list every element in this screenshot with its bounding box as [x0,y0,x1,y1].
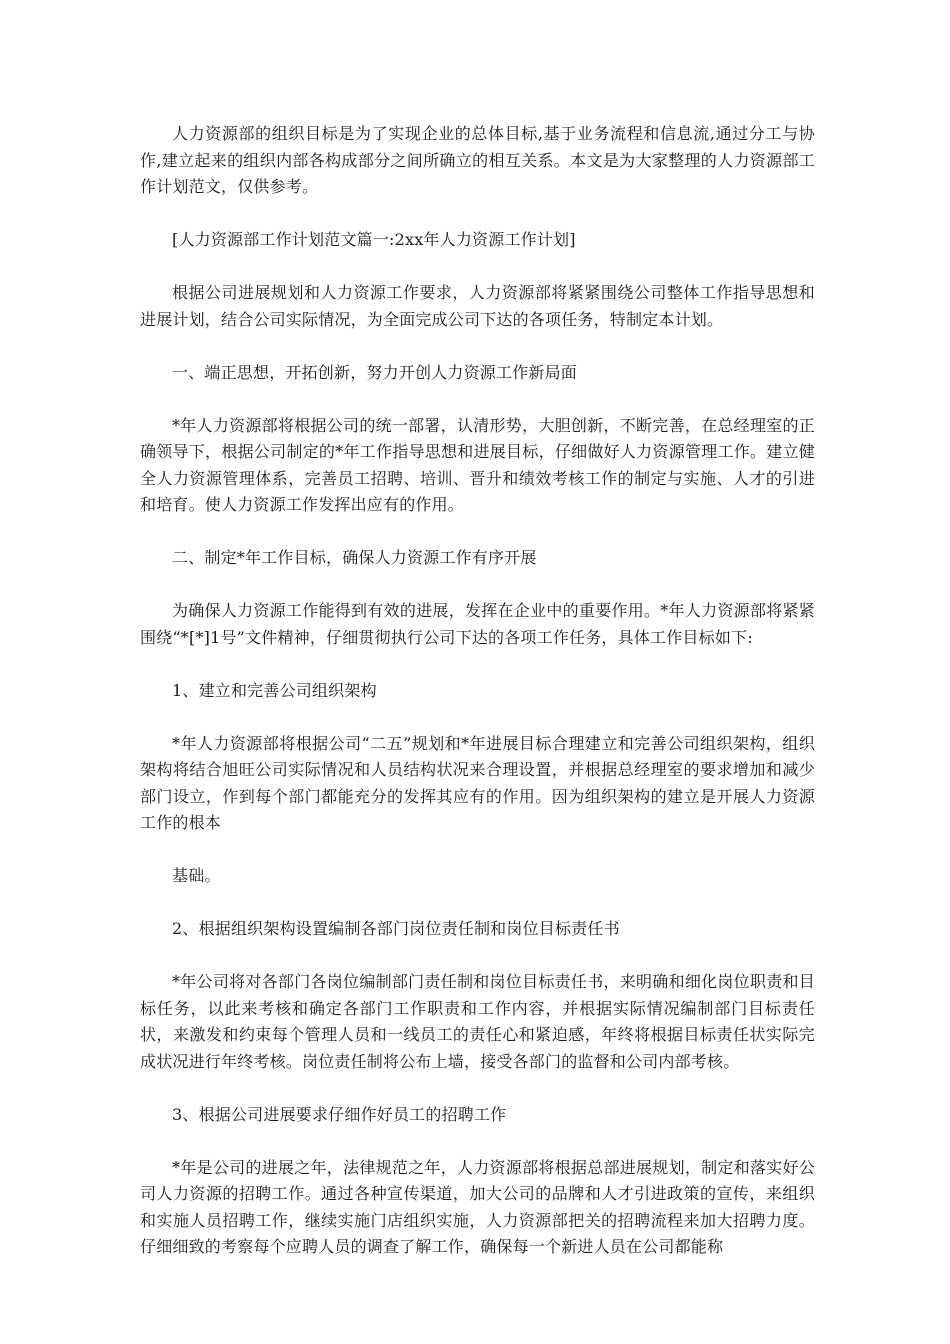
body-paragraph: *年人力资源部将根据公司“二五”规划和*年进展目标合理建立和完善公司组织架构，组织架构将结合旭旺公司实际情况和人员结构状况来合理设置，并根据总经理室的要求增加和减少部门设立，作到每个部门都能充分的发挥其应有的作用。因为组织架构的建立是开展人力资源工作的根本 [140,733,815,832]
intro-paragraph: 人力资源部的组织目标是为了实现企业的总体目标,基于业务流程和信息流,通过分工与协作,建立起来的组织内部各构成部分之间所确立的相互关系。本文是为大家整理的人力资源部工作计划范文，仅供参考。 [140,124,815,196]
body-paragraph: 基础。 [172,866,221,885]
document-body [140,121,815,1287]
subsection-heading: 3、根据公司进展要求仔细作好员工的招聘工作 [172,1104,507,1124]
article-title: [人力资源部工作计划范文篇一:2xx年人力资源工作计划] [172,230,576,249]
body-paragraph: 根据公司进展规划和人力资源工作要求，人力资源部将紧紧围绕公司整体工作指导思想和进展计划，结合公司实际情况，为全面完成公司下达的各项任务，特制定本计划。 [140,283,815,329]
section-heading: 一、端正思想，开拓创新，努力开创人力资源工作新局面 [172,362,578,382]
body-paragraph: *年公司将对各部门各岗位编制部门责任制和岗位目标责任书，来明确和细化岗位职责和目标任务，以此来考核和确定各部门工作职责和工作内容，并根据实际情况编制部门目标责任状，来激发和约束每个管理人员和一线员工的责任心和紧迫感，年终将根据目标责任状实际完成状况进行年终考核。岗位责任制将公布上墙，接受各部门的监督和公司内部考核。 [140,972,815,1071]
body-paragraph: *年是公司的进展之年，法律规范之年，人力资源部将根据总部进展规划，制定和落实好公司人力资源的招聘工作。通过各种宣传渠道，加大公司的品牌和人才引进政策的宣传，来组织和实施人员招聘工作，继续实施门店组织实施，人力资源部把关的招聘流程来加大招聘力度。仔细细致的考察每个应聘人员的调查了解工作，确保每一个新进人员在公司都能称 [140,1157,815,1256]
subsection-heading: 2、根据组织架构设置编制各部门岗位责任制和岗位目标责任书 [172,919,620,938]
body-paragraph: 为确保人力资源工作能得到有效的进展，发挥在企业中的重要作用。*年人力资源部将紧紧围绕“*[*]1号”文件精神，仔细贯彻执行公司下达的各项工作任务，具体工作目标如下: [140,601,815,647]
body-paragraph: *年人力资源部将根据公司的统一部署，认清形势，大胆创新，不断完善，在总经理室的正确领导下，根据公司制定的*年工作指导思想和进展目标，仔细做好人力资源管理工作。建立健全人力资源管理体系，完善员工招聘、培训、晋升和绩效考核工作的制定与实施、人才的引进和培育。使人力资源工作发挥出应有的作用。 [140,415,815,514]
subsection-heading: 1、建立和完善公司组织架构 [172,680,377,700]
section-heading: 二、制定*年工作目标，确保人力资源工作有序开展 [172,548,537,567]
